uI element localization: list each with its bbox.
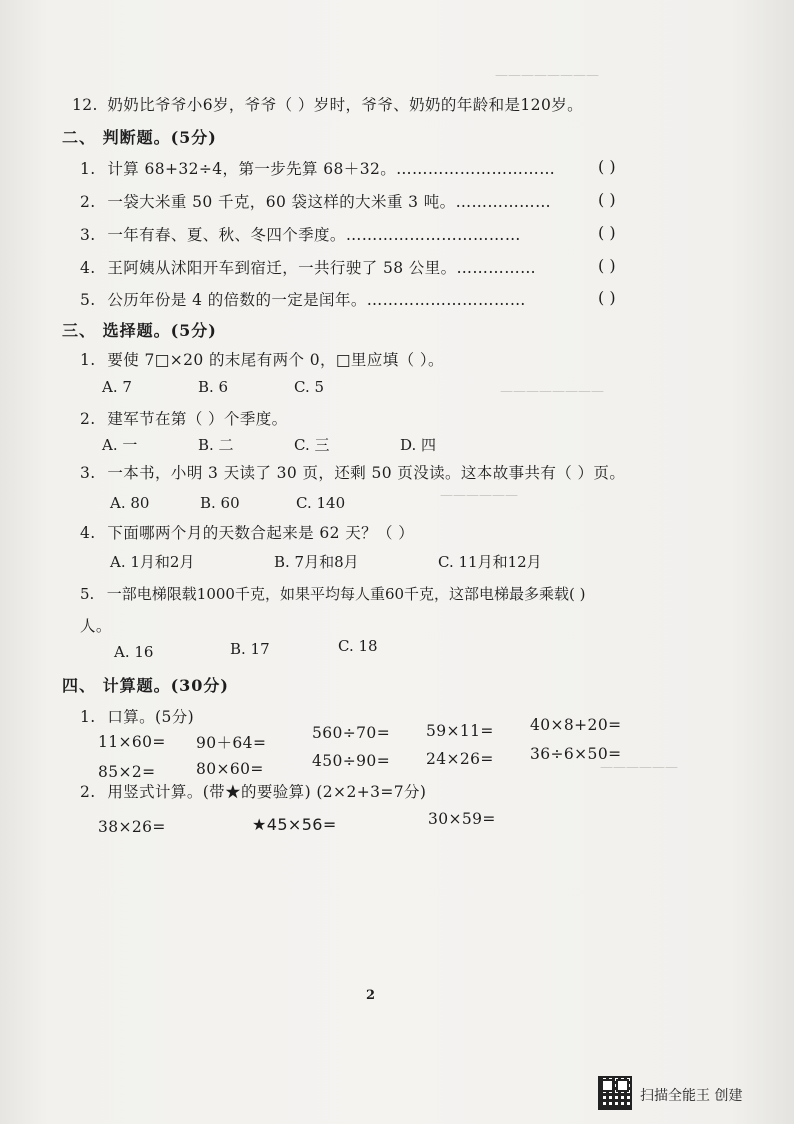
item-text: 下面哪两个月的天数合起来是 62 天？（ ） (107, 524, 415, 542)
choice-question (80, 348, 444, 370)
judgement-item (80, 157, 555, 179)
oral-calc-heading (80, 705, 194, 727)
item-number: 5. (80, 585, 95, 603)
oral-problem: 80×60= (196, 760, 264, 778)
vertical-calc-heading (80, 780, 426, 802)
item-text: 一袋大米重 50 千克，60 袋这样的大米重 3 吨。……………… (107, 193, 551, 211)
item-number: 3. (80, 464, 96, 482)
item-text: 一年有春、夏、秋、冬四个季度。…………………………… (107, 226, 521, 244)
judgement-item (80, 256, 536, 278)
oral-problem: 59×11= (426, 722, 494, 740)
choice-option[interactable]: C. 三 (294, 436, 330, 454)
item-number: 4. (80, 259, 96, 277)
oral-problem: 450÷90= (312, 752, 391, 770)
judgement-item (80, 223, 521, 245)
item-text: 王阿姨从沭阳开车到宿迁，一共行驶了 58 公里。…………… (107, 259, 537, 277)
choice-option[interactable]: A. 80 (110, 494, 150, 512)
item-text: 一本书，小明 3 天读了 30 页，还剩 50 页没读。这本故事共有（ ）页。 (107, 464, 626, 482)
section-title-calculation: 四、 计算题。(30分) (62, 676, 229, 695)
answer-parentheses[interactable]: ( ) (598, 256, 616, 275)
choice-option[interactable]: B. 二 (198, 436, 234, 454)
item-number: 1. (80, 160, 96, 178)
bleed-through-mark: ———————— (495, 68, 599, 83)
item-number: 2. (80, 193, 96, 211)
choice-option[interactable]: C. 5 (294, 378, 325, 396)
question-number: 12. (72, 96, 98, 114)
item-number: 1. (80, 708, 96, 726)
section-title-judgement: 二、 判断题。(5分) (62, 128, 217, 147)
oral-problem: 85×2= (98, 763, 156, 781)
choice-option[interactable]: C. 11月和12月 (438, 553, 542, 571)
item-text: 用竖式计算。(带★的要验算) (2×2+3=7分) (107, 783, 427, 801)
bleed-through-mark: —————— (600, 760, 678, 775)
choice-option[interactable]: A. 1月和2月 (110, 553, 195, 571)
choice-question (80, 407, 288, 429)
choice-option[interactable]: B. 60 (200, 494, 240, 512)
item-text: 计算 68+32÷4，第一步先算 68＋32。………………………… (107, 160, 556, 178)
judgement-item (80, 288, 526, 310)
question-continuation: 人。 (80, 617, 112, 635)
choice-option[interactable]: A. 16 (114, 643, 154, 661)
choice-option[interactable]: A. 7 (102, 378, 132, 396)
item-text: 要使 7□×20 的末尾有两个 0，□里应填（ ）。 (107, 351, 444, 369)
item-number: 3. (80, 226, 96, 244)
judgement-item (80, 190, 551, 212)
qr-code-icon (598, 1076, 632, 1110)
choice-option[interactable]: B. 6 (198, 378, 229, 396)
item-number: 1. (80, 351, 96, 369)
answer-parentheses[interactable]: ( ) (598, 190, 616, 209)
choice-option[interactable]: D. 四 (400, 436, 437, 454)
oral-problem: 24×26= (426, 750, 494, 768)
section-title-choice: 三、 选择题。(5分) (62, 321, 217, 340)
vertical-problem: 38×26= (98, 818, 166, 836)
item-number: 2. (80, 783, 96, 801)
watermark-text: 扫描全能王 创建 (640, 1088, 743, 1104)
item-number: 4. (80, 524, 96, 542)
choice-option[interactable]: A. 一 (102, 436, 138, 454)
bleed-through-mark: ———————— (500, 384, 604, 399)
choice-option[interactable]: B. 17 (230, 640, 270, 658)
item-text: 公历年份是 4 的倍数的一定是闰年。………………………… (107, 291, 526, 309)
choice-question (80, 521, 414, 543)
bleed-through-mark: —————— (440, 488, 518, 503)
item-text: 一部电梯限载1000千克，如果平均每人重60千克，这部电梯最多乘载( ) (106, 585, 586, 603)
oral-problem: 560÷70= (312, 724, 391, 742)
item-number: 5. (80, 291, 96, 309)
choice-option[interactable]: C. 140 (296, 494, 346, 512)
oral-problem: 40×8+20= (530, 716, 622, 734)
oral-problem: 11×60= (98, 733, 166, 751)
answer-parentheses[interactable]: ( ) (598, 157, 616, 176)
vertical-problem-starred: ★45×56= (252, 815, 337, 834)
scanner-watermark (598, 1076, 768, 1112)
vertical-problem: 30×59= (428, 810, 496, 828)
oral-problem: 90＋64= (196, 734, 267, 752)
item-text: 口算。(5分) (107, 708, 195, 726)
choice-option[interactable]: B. 7月和8月 (274, 553, 359, 571)
answer-parentheses[interactable]: ( ) (598, 223, 616, 242)
item-text: 建军节在第（ ）个季度。 (107, 410, 288, 428)
choice-question (80, 461, 625, 483)
item-number: 2. (80, 410, 96, 428)
oral-problem: 36÷6×50= (530, 745, 622, 763)
choice-option[interactable]: C. 18 (338, 637, 378, 655)
question-text: 奶奶比爷爷小6岁，爷爷（ ）岁时，爷爷、奶奶的年龄和是120岁。 (107, 96, 584, 114)
question-12 (72, 93, 583, 115)
page-number: 2 (366, 988, 376, 1003)
answer-parentheses[interactable]: ( ) (598, 288, 616, 307)
choice-question (80, 583, 586, 604)
